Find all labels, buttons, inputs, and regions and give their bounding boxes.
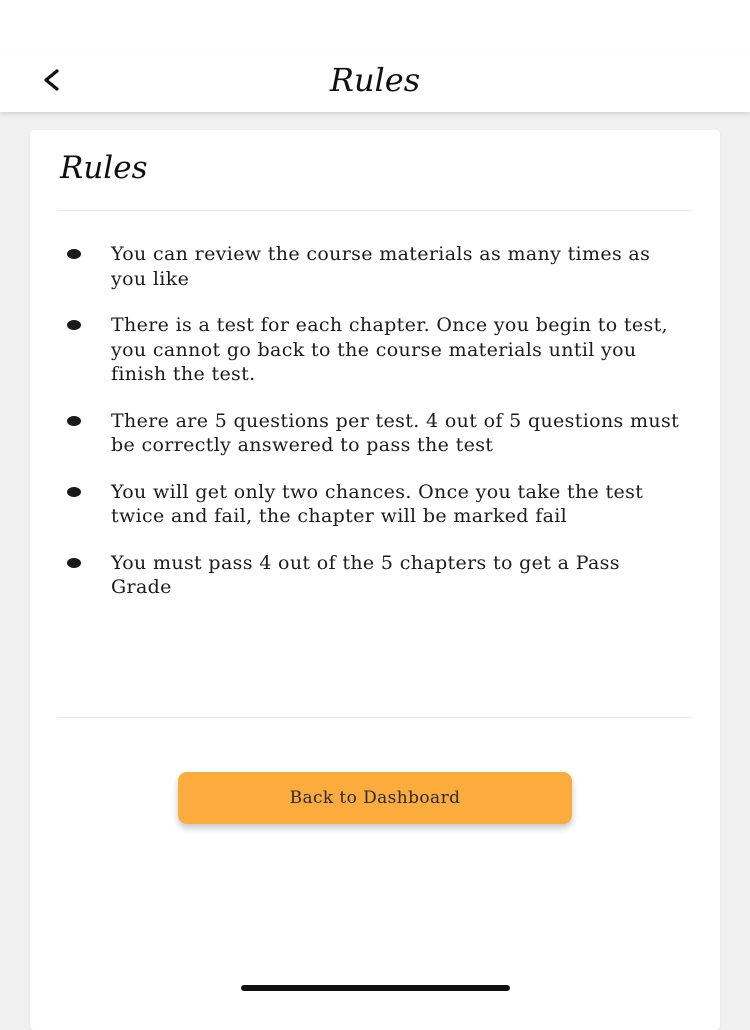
rule-item xyxy=(30,480,720,529)
divider-bottom xyxy=(58,717,692,718)
home-indicator xyxy=(241,985,510,991)
divider-top xyxy=(58,210,692,211)
rule-item xyxy=(30,551,720,600)
card-title: Rules xyxy=(60,150,148,186)
rule-text: You can review the course materials as many times as you like xyxy=(111,243,651,290)
bullet-icon xyxy=(67,558,81,568)
rule-text: There are 5 questions per test. 4 out of 5 questions must be correctly answered to pass the test xyxy=(111,409,680,456)
rule-item xyxy=(30,409,720,458)
bullet-icon xyxy=(67,487,81,497)
back-to-dashboard-button[interactable]: Back to Dashboard xyxy=(178,772,572,824)
rule-text: There is a test for each chapter. Once you begin to test, you cannot go back to the course materials until you finish the test. xyxy=(111,314,668,385)
rule-text: You will get only two chances. Once you take the test twice and fail, the chapter will be marked fail xyxy=(111,480,644,527)
bullet-icon xyxy=(67,249,81,259)
rules-list xyxy=(30,242,720,622)
status-bar xyxy=(0,0,750,50)
bullet-icon xyxy=(67,320,81,330)
bullet-icon xyxy=(67,416,81,426)
rule-item xyxy=(30,242,720,291)
rule-item xyxy=(30,313,720,387)
rule-text: You must pass 4 out of the 5 chapters to get a Pass Grade xyxy=(111,551,620,598)
rules-card xyxy=(30,130,720,1030)
app-header xyxy=(0,50,750,112)
page-title: Rules xyxy=(329,61,421,99)
